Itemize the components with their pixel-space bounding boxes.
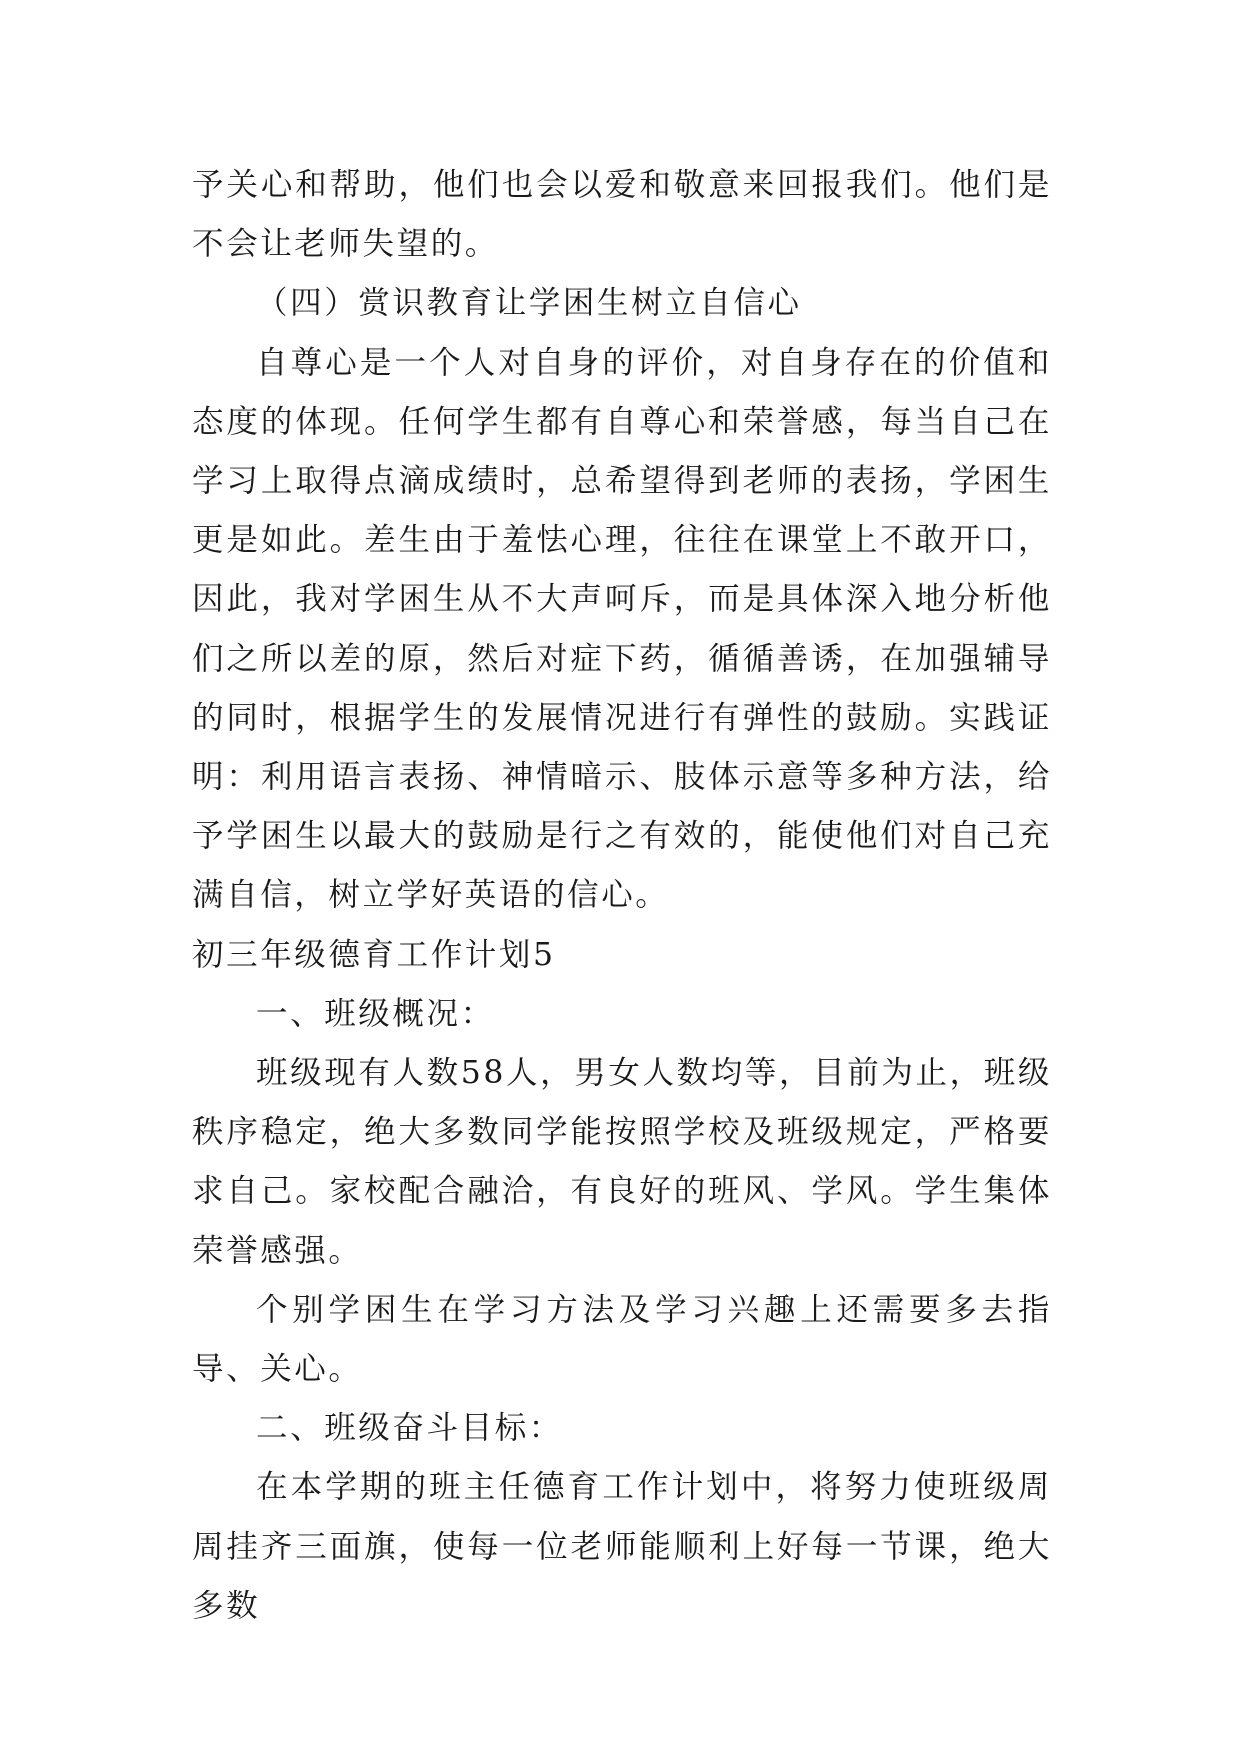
section-title-plan-5: 初三年级德育工作计划5: [192, 936, 556, 973]
paragraph-struggling-students: 个别学困生在学习方法及学习兴趣上还需要多去指导、关心。: [192, 1291, 1052, 1388]
document-body: [192, 156, 1052, 1636]
heading-class-goals: 二、班级奋斗目标：: [256, 1410, 563, 1447]
paragraph-class-goals: 在本学期的班主任德育工作计划中，将努力使班级周周挂齐三面旗，使每一位老师能顺利上好每一节课，绝大多数: [192, 1469, 1052, 1624]
paragraph-class-overview: 班级现有人数58人，男女人数均等，目前为止，班级秩序稳定，绝大多数同学能按照学校及班级规定，严格要求自己。家校配合融洽，有良好的班风、学风。学生集体荣誉感强。: [192, 1055, 1052, 1269]
heading-class-overview: 一、班级概况：: [256, 995, 495, 1032]
paragraph-self-esteem: 自尊心是一个人对自身的评价，对自身存在的价值和态度的体现。任何学生都有自尊心和荣誉感，每当自己在学习上取得点滴成绩时，总希望得到老师的表扬，学困生更是如此。差生由于羞怯心理，往往在课堂上不敢开口，因此，我对学困生从不大声呵斥，而是具体深入地分析他们之所以差的原，然后对症下药，循循善诱，在加强辅导的同时，根据学生的发展情况进行有弹性的鼓励。实践证明：利用语言表扬、神情暗示、肢体示意等多种方法，给予学困生以最大的鼓励是行之有效的，能使他们对自己充满自信，树立学好英语的信心。: [192, 344, 1052, 914]
subheading-appreciation-education: （四）赏识教育让学困生树立自信心: [256, 285, 802, 322]
paragraph-continued: 予关心和帮助，他们也会以爱和敬意来回报我们。他们是不会让老师失望的。: [192, 167, 1052, 263]
